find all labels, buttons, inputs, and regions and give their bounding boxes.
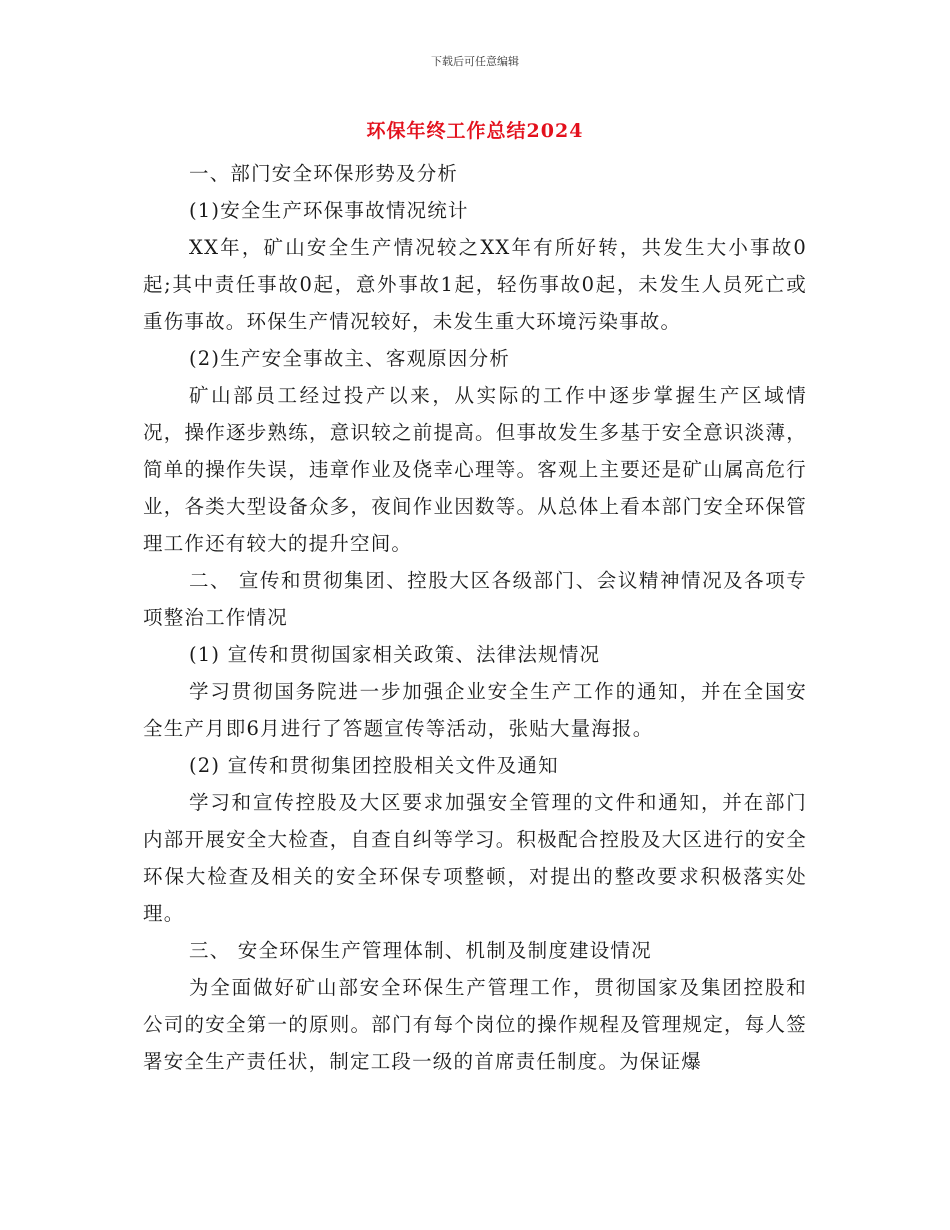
section-heading-1: 一、部门安全环保形势及分析 [189, 162, 459, 185]
subheading-1-2: (2)生产安全事故主、客观原因分析 [189, 347, 511, 370]
subheading-2-1: (1) 宣传和贯彻国家相关政策、法律法规情况 [189, 643, 601, 666]
paragraph-2-2: 学习和宣传控股及大区要求加强安全管理的文件和通知，并在部门内部开展安全大检查，自查自纠等学习。积极配合控股及大区进行的安全环保大检查及相关的安全环保专项整顿，对提出的整改要求积极落实处理。 [143, 791, 807, 925]
paragraph-1-2: 矿山部员工经过投产以来，从实际的工作中逐步掌握生产区域情况，操作逐步熟练，意识较之前提高。但事故发生多基于安全意识淡薄，简单的操作失误，违章作业及侥幸心理等。客观上主要还是矿山属高危行业，各类大型设备众多，夜间作业因数等。从总体上看本部门安全环保管理工作还有较大的提升空间。 [143, 384, 807, 555]
paragraph-3-1: 为全面做好矿山部安全环保生产管理工作，贯彻国家及集团控股和公司的安全第一的原则。部门有每个岗位的操作规程及管理规定，每人签署安全生产责任状，制定工段一级的首席责任制度。为保证爆 [143, 976, 807, 1073]
subheading-1-1: (1)安全生产环保事故情况统计 [189, 199, 469, 222]
document-title: 环保年终工作总结2024 [366, 120, 584, 142]
section-heading-3: 三、 安全环保生产管理体制、机制及制度建设情况 [189, 939, 652, 962]
paragraph-1-1: XX年，矿山安全生产情况较之XX年有所好转，共发生大小事故0起;其中责任事故0起，意外事故1起，轻伤事故0起，未发生人员死亡或重伤事故。环保生产情况较好，未发生重大环境污染事故。 [143, 236, 807, 333]
subheading-2-2: (2) 宣传和贯彻集团控股相关文件及通知 [189, 754, 559, 777]
header-note: 下载后可任意编辑 [431, 55, 519, 68]
paragraph-2-1: 学习贯彻国务院进一步加强企业安全生产工作的通知，并在全国安全生产月即6月进行了答题宣传等活动，张贴大量海报。 [143, 680, 807, 740]
section-heading-2: 二、 宣传和贯彻集团、控股大区各级部门、会议精神情况及各项专项整治工作情况 [143, 569, 807, 629]
document-body [143, 155, 807, 1080]
